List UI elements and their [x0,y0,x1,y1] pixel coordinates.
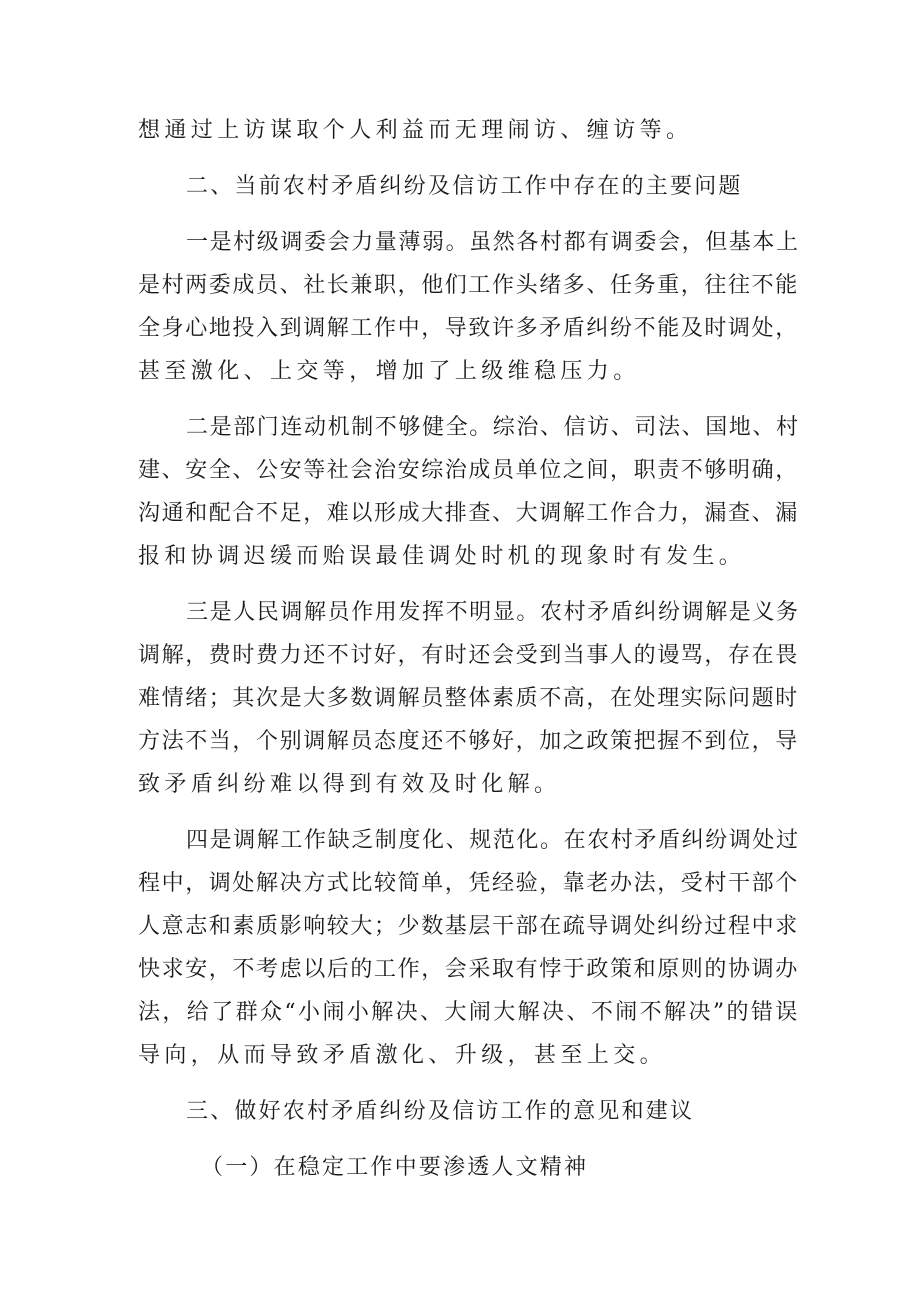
problem-3-line: 难情绪；其次是大多数调解员整体素质不高，在处理实际问题时 [138,686,799,711]
problem-3-line: 致矛盾纠纷难以得到有效及时化解。 [138,772,561,797]
problem-1-line: 是村两委成员、社长兼职，他们工作头绪多、任务重，往往不能 [138,273,799,298]
problem-3-line: 三是人民调解员作用发挥不明显。农村矛盾纠纷调解是义务 [186,600,800,625]
problem-4-line: 快求安，不考虑以后的工作，会采取有悖于政策和原则的协调办 [138,957,799,982]
problem-4-line: 法，给了群众“小闹小解决、大闹大解决、不闹不解决”的错误 [138,1000,800,1025]
problem-3-line: 调解，费时费力还不讨好，有时还会受到当事人的谩骂，存在畏 [138,643,799,668]
problem-2-line: 二是部门连动机制不够健全。综治、信访、司法、国地、村 [186,415,800,440]
subsection-one-heading: （一）在稳定工作中要渗透人文精神 [201,1155,589,1180]
problem-4-line: 导向，从而导致矛盾激化、升级，甚至上交。 [138,1043,667,1068]
section-three-heading: 三、做好农村矛盾纠纷及信访工作的意见和建议 [186,1099,695,1124]
problem-4-line: 四是调解工作缺乏制度化、规范化。在农村矛盾纠纷调处过 [186,828,800,853]
problem-4-line: 人意志和素质影响较大；少数基层干部在疏导调处纠纷过程中求 [138,914,799,939]
problem-2-line: 建、安全、公安等社会治安综治成员单位之间，职责不够明确， [138,458,799,483]
problem-1-line: 甚至激化、上交等，增加了上级维稳压力。 [138,359,640,384]
section-two-heading: 二、当前农村矛盾纠纷及信访工作中存在的主要问题 [186,174,743,199]
problem-1-line: 全身心地投入到调解工作中，导致许多矛盾纠纷不能及时调处， [138,316,799,341]
problem-2-line: 沟通和配合不足，难以形成大排查、大调解工作合力，漏查、漏 [138,501,799,526]
problem-4-line: 程中，调处解决方式比较简单，凭经验，靠老办法，受村干部个 [138,871,799,896]
paragraph-continuation-line: 想通过上访谋取个人利益而无理闹访、缠访等。 [138,118,693,143]
problem-2-line: 报和协调迟缓而贻误最佳调处时机的现象时有发生。 [138,544,746,569]
problem-1-line: 一是村级调委会力量薄弱。虽然各村都有调委会，但基本上 [186,230,800,255]
problem-3-line: 方法不当，个别调解员态度还不够好，加之政策把握不到位，导 [138,729,799,754]
